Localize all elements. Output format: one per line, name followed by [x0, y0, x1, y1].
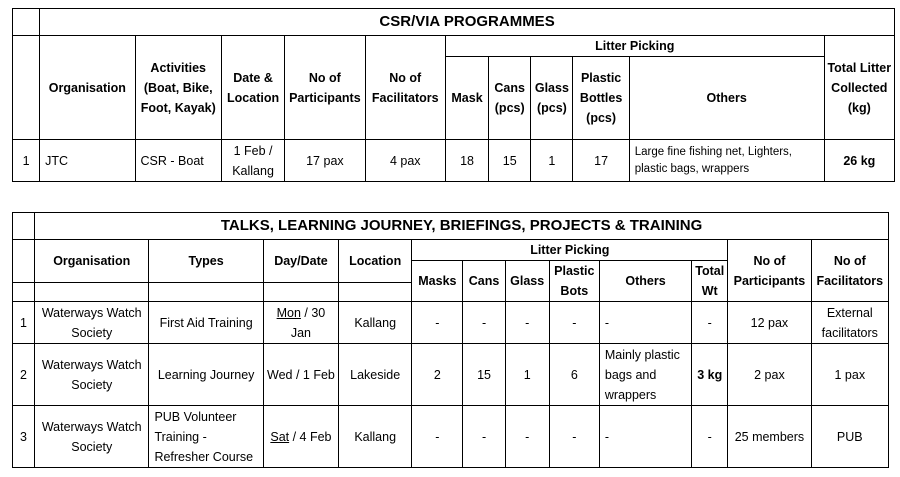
total-wt-cell: 3 kg — [692, 344, 728, 406]
row-number-header — [13, 283, 35, 302]
type-cell: First Aid Training — [149, 302, 263, 344]
participants-cell: 25 members — [728, 406, 811, 468]
cans-cell: - — [463, 302, 505, 344]
organisation-header: Organisation — [35, 240, 149, 283]
plastic-bottles-header: Plastic Bottles (pcs) — [573, 57, 629, 140]
date-text: / 1 Feb — [292, 367, 335, 382]
cans-header: Cans — [463, 261, 505, 302]
plastic-bots-cell: - — [549, 302, 599, 344]
row-number-header — [13, 36, 40, 140]
table-row — [13, 302, 889, 344]
organisation-header: Organisation — [40, 36, 135, 140]
plastic-bottles-cell: 17 — [573, 140, 629, 182]
total-litter-cell: 26 kg — [824, 140, 894, 182]
participants-cell: 12 pax — [728, 302, 811, 344]
masks-cell: 2 — [412, 344, 463, 406]
masks-cell: - — [412, 406, 463, 468]
table-row — [13, 344, 889, 406]
location-cell: Kallang — [339, 302, 412, 344]
cans-cell: - — [463, 406, 505, 468]
organisation-cell: Waterways Watch Society — [35, 406, 149, 468]
glass-cell: 1 — [531, 140, 573, 182]
others-cell: - — [599, 302, 691, 344]
glass-cell: - — [505, 302, 549, 344]
csr-programmes-table — [12, 8, 895, 182]
total-wt-cell: - — [692, 406, 728, 468]
participants-header: No of Participants — [285, 36, 365, 140]
facilitators-header: No of Facilitators — [365, 36, 445, 140]
organisation-header-spacer — [35, 283, 149, 302]
facilitators-cell: PUB — [811, 406, 888, 468]
organisation-cell: Waterways Watch Society — [35, 302, 149, 344]
type-cell: Learning Journey — [149, 344, 263, 406]
total-wt-header: Total Wt — [692, 261, 728, 302]
others-cell: Mainly plastic bags and wrappers — [599, 344, 691, 406]
plastic-bots-cell: - — [549, 406, 599, 468]
organisation-cell: Waterways Watch Society — [35, 344, 149, 406]
participants-header: No of Participants — [728, 240, 811, 302]
facilitators-cell: 1 pax — [811, 344, 888, 406]
mask-cell: 18 — [445, 140, 488, 182]
row-number: 2 — [13, 344, 35, 406]
day-date-cell — [263, 302, 338, 344]
talks-training-table — [12, 212, 889, 468]
cans-cell: 15 — [463, 344, 505, 406]
litter-picking-header: Litter Picking — [445, 36, 824, 57]
day-text: Mon — [276, 305, 301, 320]
glass-header: Glass (pcs) — [531, 57, 573, 140]
activity-cell: CSR - Boat — [135, 140, 221, 182]
row-number: 1 — [13, 140, 40, 182]
plastic-bots-header: Plastic Bots — [549, 261, 599, 302]
mask-header: Mask — [445, 57, 488, 140]
corner-cell — [13, 9, 40, 36]
location-header: Location — [339, 240, 412, 283]
participants-cell: 2 pax — [728, 344, 811, 406]
row-number: 1 — [13, 302, 35, 344]
location-header-spacer — [339, 283, 412, 302]
day-text: Wed — [267, 367, 293, 382]
date-text: / 4 Feb — [289, 429, 332, 444]
others-cell: Large fine fishing net, Lighters, plastic bags, wrappers — [629, 140, 824, 182]
facilitators-cell: External facilitators — [811, 302, 888, 344]
total-wt-cell: - — [692, 302, 728, 344]
organisation-cell: JTC — [40, 140, 135, 182]
date-location-cell: 1 Feb / Kallang — [221, 140, 284, 182]
talks-title: TALKS, LEARNING JOURNEY, BRIEFINGS, PROJECTS & TRAINING — [35, 213, 889, 240]
facilitators-header: No of Facilitators — [811, 240, 888, 302]
location-cell: Lakeside — [339, 344, 412, 406]
glass-cell: 1 — [505, 344, 549, 406]
facilitators-cell: 4 pax — [365, 140, 445, 182]
date-location-header: Date & Location — [221, 36, 284, 140]
activities-header: Activities (Boat, Bike, Foot, Kayak) — [135, 36, 221, 140]
others-cell: - — [599, 406, 691, 468]
day-date-header: Day/Date — [263, 240, 338, 283]
day-date-cell — [263, 406, 338, 468]
csr-title: CSR/VIA PROGRAMMES — [40, 9, 895, 36]
row-number-header — [13, 240, 35, 283]
others-header: Others — [629, 57, 824, 140]
location-cell: Kallang — [339, 406, 412, 468]
corner-cell — [13, 213, 35, 240]
masks-header: Masks — [412, 261, 463, 302]
participants-cell: 17 pax — [285, 140, 365, 182]
total-litter-header: Total Litter Collected (kg) — [824, 36, 894, 140]
litter-picking-header: Litter Picking — [412, 240, 728, 261]
masks-cell: - — [412, 302, 463, 344]
types-header-spacer — [149, 283, 263, 302]
date-text: / 30 Jan — [290, 305, 326, 340]
plastic-bots-cell: 6 — [549, 344, 599, 406]
cans-header: Cans (pcs) — [489, 57, 531, 140]
others-header: Others — [599, 261, 691, 302]
glass-cell: - — [505, 406, 549, 468]
day-date-cell — [263, 344, 338, 406]
type-cell: PUB Volunteer Training - Refresher Course — [149, 406, 263, 468]
types-header: Types — [149, 240, 263, 283]
day-date-header-spacer — [263, 283, 338, 302]
cans-cell: 15 — [489, 140, 531, 182]
row-number: 3 — [13, 406, 35, 468]
table-row — [13, 140, 895, 182]
table-row — [13, 406, 889, 468]
day-text: Sat — [270, 429, 290, 444]
glass-header: Glass — [505, 261, 549, 302]
